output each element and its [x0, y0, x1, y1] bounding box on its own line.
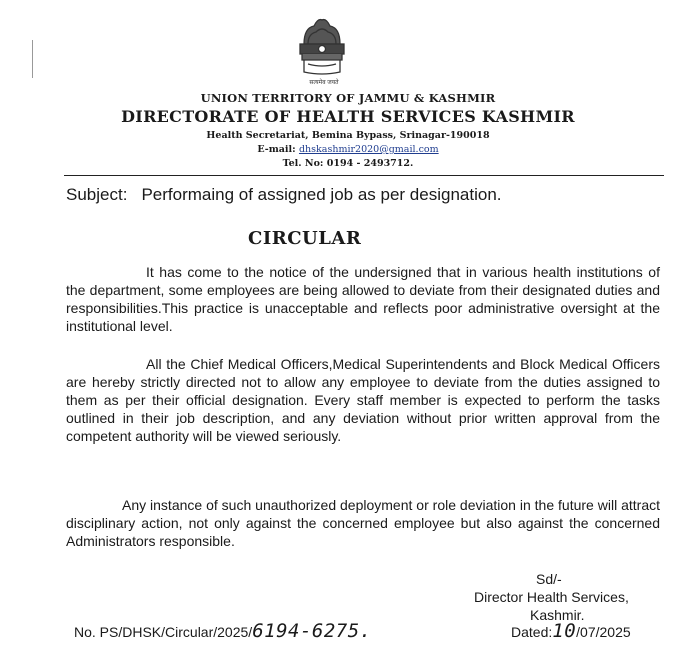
email-label: E-mail: — [257, 144, 296, 155]
signature-designation: Director Health Services, — [474, 589, 629, 605]
address-line: Health Secretariat, Bemina Bypass, Srinagar-190018 — [206, 130, 490, 141]
signature-block — [474, 570, 658, 624]
date-handwritten-day: 10 — [552, 620, 577, 642]
signature-place: Kashmir. — [530, 607, 585, 623]
emblem-caption: सत्यमेव जयते — [309, 80, 339, 86]
date-rest: /07/2025 — [576, 624, 631, 640]
header-divider — [64, 175, 664, 176]
email-line — [0, 144, 696, 155]
subject-line — [66, 185, 502, 205]
reference-handwritten: 6194-6275. — [252, 620, 372, 642]
directorate-heading: DIRECTORATE OF HEALTH SERVICES KASHMIR — [121, 107, 575, 126]
subject-text: Performaing of assigned job as per designation. — [141, 185, 502, 204]
union-territory-heading: UNION TERRITORY OF JAMMU & KASHMIR — [200, 91, 496, 105]
margin-mark — [32, 40, 33, 78]
circular-title: CIRCULAR — [248, 228, 362, 249]
paragraph-1: It has come to the notice of the undersigned that in various health institutions of the department, some employees are being allowed to deviate from their designated duties and responsibilities.This practice is unacceptable and reflects poor administrative oversight at the institutional level. — [66, 264, 660, 334]
signature-sd: Sd/- — [536, 571, 562, 587]
state-emblem-icon — [290, 14, 354, 82]
reference-prefix: No. PS/DHSK/Circular/2025/ — [74, 624, 253, 640]
paragraph-2: All the Chief Medical Officers,Medical Superintendents and Block Medical Officers are hereby strictly directed not to allow any employee to deviate from the duties assigned to them as per their official designation. Every staff member is expected to perform the tasks outlined in their job description, and any deviation without prior written approval from the competent authority will be viewed seriously. — [66, 356, 660, 444]
reference-number — [74, 620, 372, 642]
email-link[interactable]: dhskashmir2020@gmail.com — [298, 144, 439, 155]
date-line — [511, 620, 631, 642]
subject-label: Subject: — [66, 185, 128, 204]
paragraph-3: Any instance of such unauthorized deployment or role deviation in the future will attract disciplinary action, not only against the concerned employee but also against the concerned Administrators responsible. — [66, 497, 660, 549]
date-label: Dated: — [511, 624, 553, 640]
telephone-line: Tel. No: 0194 - 2493712. — [282, 158, 414, 169]
